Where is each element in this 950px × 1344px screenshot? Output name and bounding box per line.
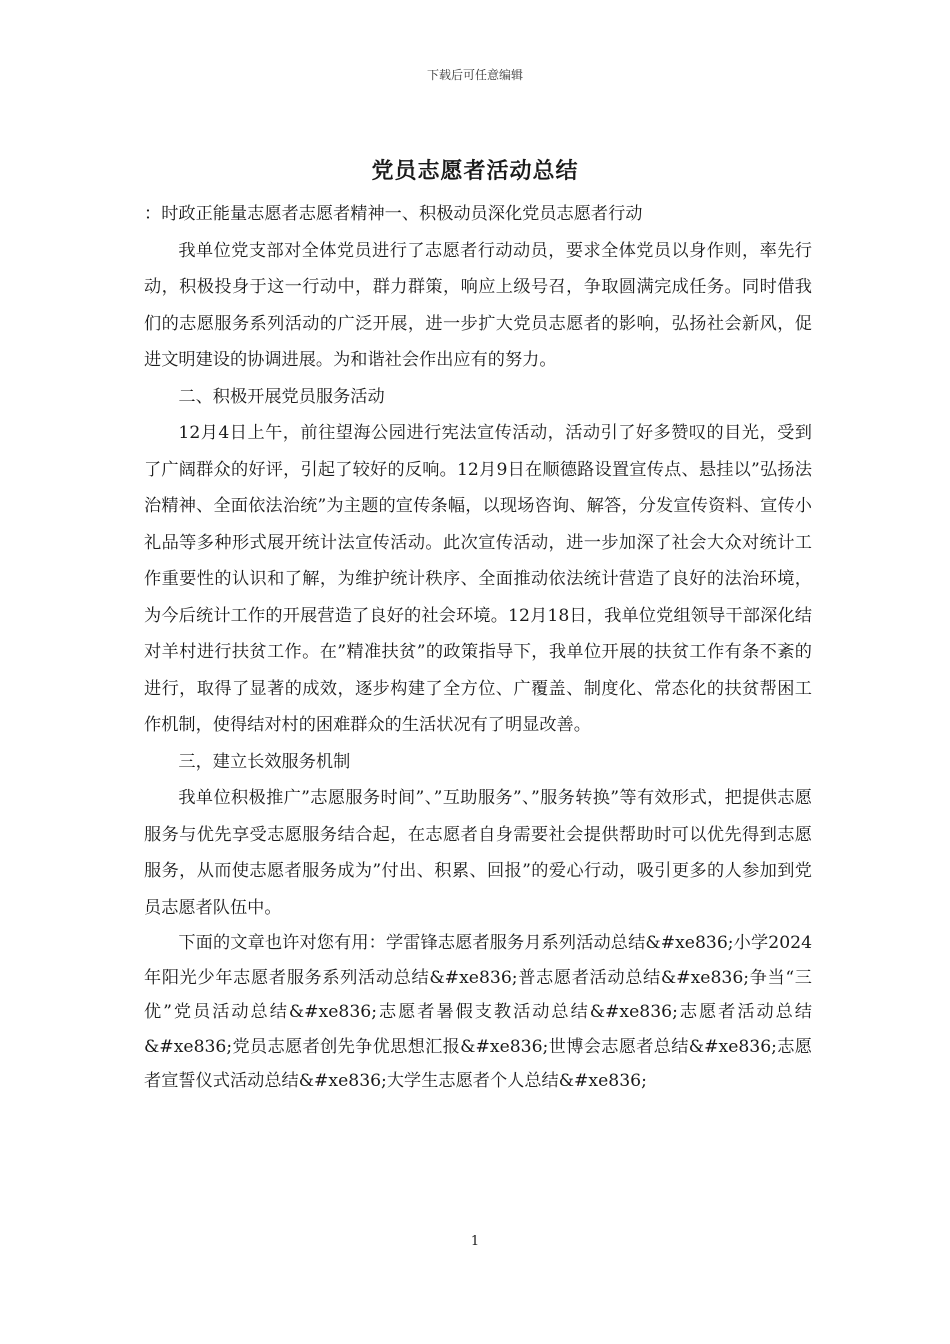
page-number: 1 bbox=[470, 1234, 480, 1249]
header-note: 下载后可任意编辑 bbox=[426, 68, 523, 82]
paragraph-activities: 12月4日上午，前往望海公园进行宪法宣传活动，活动引了好多赞叹的目光，受到了广阔群众的好评，引起了较好的反响。12月9日在顺德路设置宣传点、悬挂以”弘扬法治精神、全面依法治统”为主题的宣传条幅，以现场咨询、解答，分发宣传资料、宣传小礼品等多种形式展开统计法宣传活动。此次宣传活动，进一步加深了社会大众对统计工作重要性的认识和了解，为维护统计秩序、全面推动依法统计营造了良好的法治环境，为今后统计工作的开展营造了良好的社会环境。12月18日，我单位党组领导干部深化结对羊村进行扶贫工作。在”精准扶贫”的政策指导下，我单位开展的扶贫工作有条不紊的进行，取得了显著的成效，逐步构建了全方位、广覆盖、制度化、常态化的扶贫帮困工作机制，使得结对村的困难群众的生活状况有了明显改善。 bbox=[144, 423, 812, 735]
document-body bbox=[144, 196, 812, 1099]
paragraph-related-articles: 下面的文章也许对您有用：学雷锋志愿者服务月系列活动总结&#xe836;小学2024年阳光少年志愿者服务系列活动总结&#xe836;普志愿者活动总结&#xe836;争当“三优”党员活动总结&#xe836;志愿者暑假支教活动总结&#xe836;志愿者活动总结&#xe836;党员志愿者创先争优思想汇报&#xe836;世博会志愿者总结&#xe836;志愿者宣誓仪式活动总结&#xe836;大学生志愿者个人总结&#xe836; bbox=[144, 933, 812, 1091]
paragraph-mobilization: 我单位党支部对全体党员进行了志愿者行动动员，要求全体党员以身作则，率先行动，积极投身于这一行动中，群力群策，响应上级号召，争取圆满完成任务。同时借我们的志愿服务系列活动的广泛开展，进一步扩大党员志愿者的影响，弘扬社会新风，促进文明建设的协调进展。为和谐社会作出应有的努力。 bbox=[144, 240, 812, 370]
section-heading-2: 二、积极开展党员服务活动 bbox=[178, 386, 385, 407]
paragraph-intro: ：时政正能量志愿者志愿者精神一、积极动员深化党员志愿者行动 bbox=[144, 204, 643, 224]
section-heading-3: 三，建立长效服务机制 bbox=[178, 751, 351, 772]
paragraph-mechanism: 我单位积极推广”志愿服务时间”、”互助服务”、”服务转换”等有效形式，把提供志愿服务与优先享受志愿服务结合起，在志愿者自身需要社会提供帮助时可以优先得到志愿服务，从而使志愿者服务成为”付出、积累、回报”的爱心行动，吸引更多的人参加到党员志愿者队伍中。 bbox=[144, 788, 812, 918]
page-title: 党员志愿者活动总结 bbox=[371, 158, 579, 184]
